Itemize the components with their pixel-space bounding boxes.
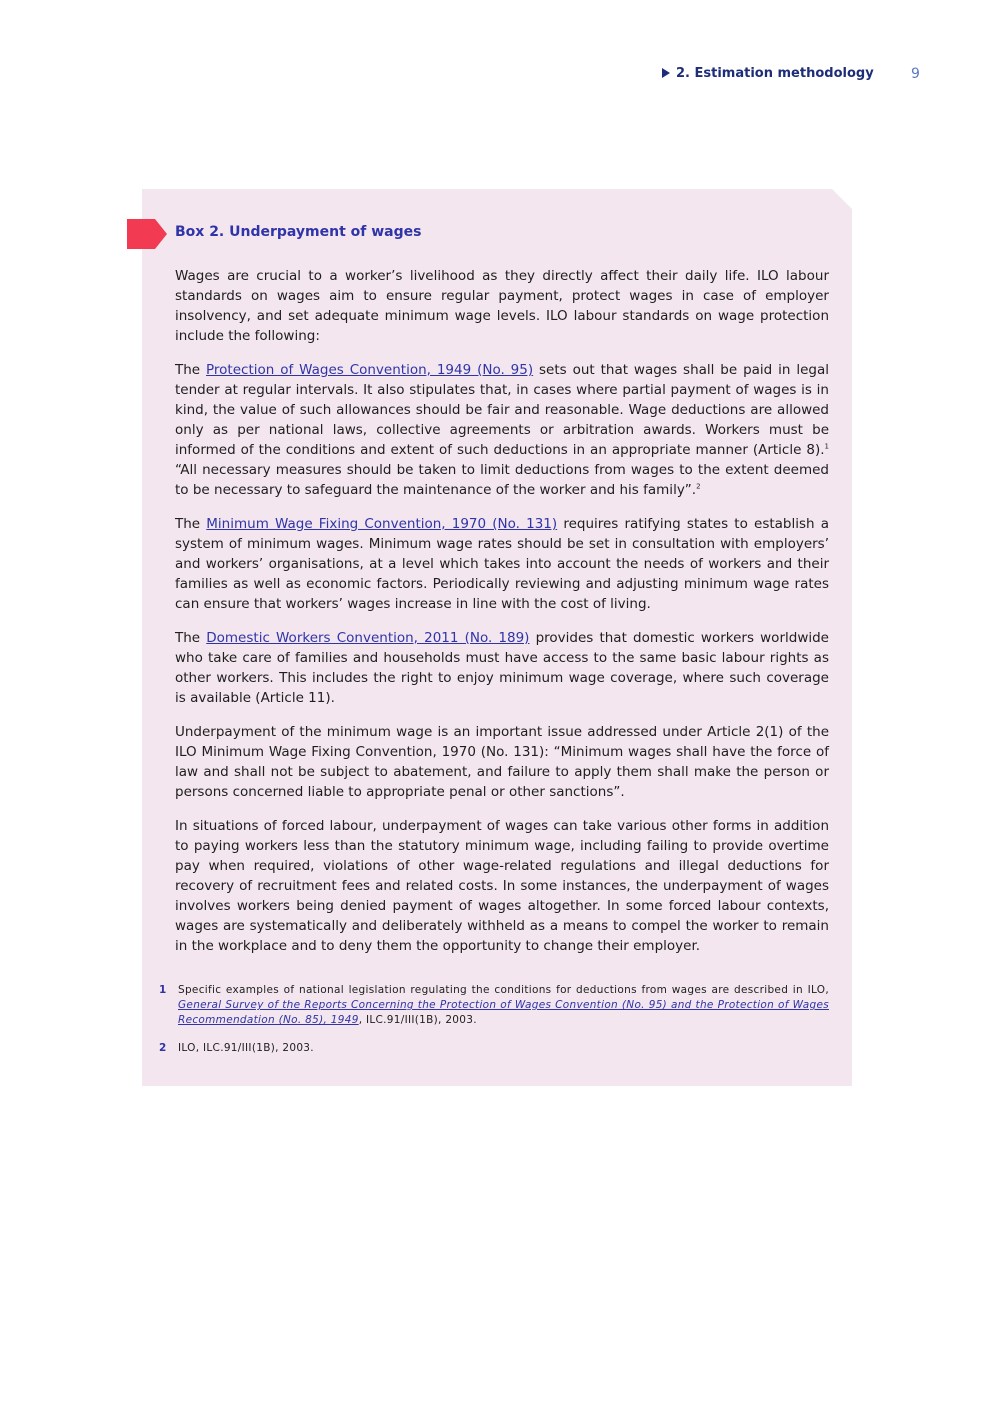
paragraph-prefix: The xyxy=(175,630,207,646)
paragraph-prefix: The xyxy=(175,516,207,532)
footnote-2 xyxy=(159,1041,829,1056)
section-title: 2. Estimation methodology xyxy=(676,66,874,81)
link-text: General Survey of the Reports Concerning the Protection of Wages Convention (No. 95) and the Protection of Wages Recommendation (No. 85), 1949 xyxy=(178,999,829,1026)
paragraph-forced-labour: In situations of forced labour, underpayment of wages can take various other forms in addition to paying workers less than the statutory minimum wage, including failing to provide overtime pay when required, violations of other wage-related regulations and illegal deductions for recovery of recruitment fees and related costs. In some instances, the underpayment of wages involves workers being denied payment of wages altogether. In some forced labour contexts, wages are systematically and deliberately withheld as a means to compel the worker to remain in the workplace and to deny them the opportunity to change their employer. xyxy=(175,818,829,954)
paragraph-text: requires ratifying states to establish a system of minimum wages. Minimum wage rates should be set in consultation with employers’ and workers’ organisations, at a level which takes into account the needs of workers and their families as well as economic factors. Periodically reviewing and adjusting minimum wage rates can ensure that workers’ wages increase in line with the cost of living. xyxy=(175,516,830,612)
footnote-number: 1 xyxy=(159,984,167,996)
box-title: Box 2. Underpayment of wages xyxy=(175,224,422,240)
paragraph-protection-of-wages xyxy=(175,360,829,500)
page-number: 9 xyxy=(911,66,920,82)
link-domestic-workers-convention[interactable]: Domestic Workers Convention, 2011 (No. 189) xyxy=(206,630,530,646)
link-minimum-wage-fixing-convention[interactable]: Minimum Wage Fixing Convention, 1970 (No. 131) xyxy=(206,516,558,532)
footnotes xyxy=(159,983,829,1069)
paragraph-prefix: The xyxy=(175,362,207,378)
paragraph-domestic-workers xyxy=(175,628,829,708)
running-head xyxy=(662,66,874,81)
paragraph-underpayment: Underpayment of the minimum wage is an important issue addressed under Article 2(1) of the ILO Minimum Wage Fixing Convention, 1970 (No. 131): “Minimum wages shall have the force of law and shall not be subject to abatement, and failure to apply them shall make the person or persons concerned liable to appropriate penal or other sanctions”. xyxy=(175,724,829,800)
footnote-ref-2[interactable]: 2 xyxy=(696,482,701,491)
paragraph-minimum-wage xyxy=(175,514,829,614)
link-protection-of-wages-convention[interactable]: Protection of Wages Convention, 1949 (No. 95) xyxy=(206,362,534,378)
paragraph-text: sets out that wages shall be paid in legal tender at regular intervals. It also stipulates that, in cases where partial payment of wages is in kind, the value of such allowances should be fair and reasonable. Wage deductions are allowed only as per national laws, collective agreements or arbitration awards. Workers must be informed of the conditions and extent of such deductions in an appropriate manner (Article 8). xyxy=(175,362,829,458)
paragraph-text: provides that domestic workers worldwide who take care of families and households must have access to the same basic labour rights as other workers. This includes the right to enjoy minimum wage coverage, where such coverage is available (Article 11). xyxy=(175,630,829,706)
footnote-text xyxy=(178,983,829,1028)
box-body xyxy=(175,266,829,970)
footnote-text: ILO, ILC.91/III(1B), 2003. xyxy=(178,1042,314,1054)
footnote-ref-1[interactable]: 1 xyxy=(824,442,829,451)
footnote-prefix: Specific examples of national legislation regulating the conditions for deductions from wages are described in ILO, xyxy=(178,984,829,996)
footnote-number: 2 xyxy=(159,1042,167,1054)
paragraph-intro: Wages are crucial to a worker’s livelihood as they directly affect their daily life. ILO labour standards on wages aim to ensure regular payment, protect wages in case of employer insolvency, and set adequate minimum wage levels. ILO labour standards on wage protection include the following: xyxy=(175,268,829,344)
triangle-right-icon xyxy=(662,68,670,78)
footnote-1 xyxy=(159,983,829,1028)
link-general-survey[interactable] xyxy=(178,999,829,1026)
footnote-suffix: , ILC.91/III(1B), 2003. xyxy=(358,1014,477,1026)
paragraph-quote: “All necessary measures should be taken to limit deductions from wages to the extent deemed to be necessary to safeguard the maintenance of the worker and his family”. xyxy=(175,462,829,498)
